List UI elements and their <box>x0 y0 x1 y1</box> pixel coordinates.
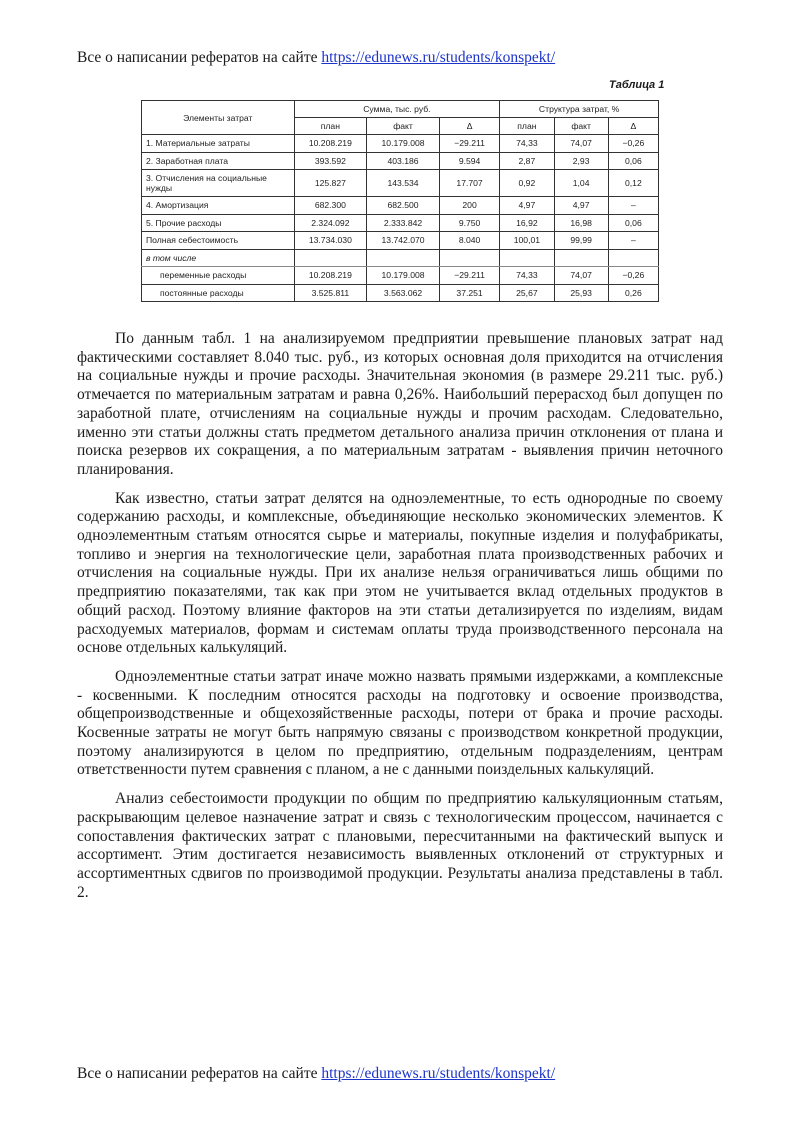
cell-struct-delta: – <box>608 197 658 215</box>
cell-struct-delta: 0,06 <box>608 152 658 170</box>
row-label: 3. Отчисления на социальные нужды <box>142 170 295 197</box>
cell-struct-fact: 1,04 <box>554 170 608 197</box>
cell-sum-plan: 10.208.219 <box>294 267 367 285</box>
header-link[interactable]: https://edunews.ru/students/konspekt/ <box>321 49 556 66</box>
cell-struct-delta: – <box>608 232 658 250</box>
row-label: 2. Заработная плата <box>142 152 295 170</box>
cell-sum-plan <box>294 249 367 267</box>
row-label: 4. Амортизация <box>142 197 295 215</box>
row-label: 5. Прочие расходы <box>142 214 295 232</box>
table-row <box>142 267 659 285</box>
cell-struct-fact: 16,98 <box>554 214 608 232</box>
footer-link[interactable]: https://edunews.ru/students/konspekt/ <box>321 1065 556 1082</box>
table-caption: Таблица 1 <box>609 79 665 91</box>
header-text: Все о написании рефератов на сайте <box>77 49 322 66</box>
cell-struct-plan <box>500 249 554 267</box>
cell-sum-plan: 10.208.219 <box>294 135 367 153</box>
cell-sum-fact: 10.179.008 <box>367 267 440 285</box>
col-header-elements: Элементы затрат <box>142 101 295 135</box>
footer-text: Все о написании рефератов на сайте <box>77 1065 322 1082</box>
cell-struct-plan: 100,01 <box>500 232 554 250</box>
table-row <box>142 152 659 170</box>
cell-sum-fact <box>367 249 440 267</box>
cell-struct-fact: 4,97 <box>554 197 608 215</box>
cell-struct-plan: 74,33 <box>500 267 554 285</box>
paragraph: По данным табл. 1 на анализируемом предприятии превышение плановых затрат над фактическими составляет 8.040 тыс. руб., из которых основная доля приходится на отчисления на социальные нужды и прочие расходы. Значительная экономия (в размере 29.211 тыс. руб.) отмечается по материальным затратам и равна 0,26%. Наибольший перерасход был допущен по заработной плате, отчислениям на социальные нужды и прочим расходам. Следовательно, именно эти статьи должны стать предметом детального анализа причин отклонения от плана и поиска резервов их сокращения, а по материальным затратам - выявления причин неточного планирования. <box>77 330 723 478</box>
cell-struct-delta: −0,26 <box>608 267 658 285</box>
cell-sum-fact: 403.186 <box>367 152 440 170</box>
page-header <box>77 49 555 67</box>
cell-struct-plan: 0,92 <box>500 170 554 197</box>
cell-sum-delta: 37.251 <box>439 284 499 302</box>
row-label: в том числе <box>142 249 295 267</box>
col-header-struct-delta: Δ <box>608 118 658 135</box>
cell-sum-fact: 13.742.070 <box>367 232 440 250</box>
cell-struct-fact: 99,99 <box>554 232 608 250</box>
table-row <box>142 135 659 153</box>
table-row <box>142 170 659 197</box>
cell-struct-fact: 74,07 <box>554 135 608 153</box>
paragraph: Одноэлементные статьи затрат иначе можно назвать прямыми издержками, а комплексные - косвенными. К последним относятся расходы на подготовку и освоение производства, общепроизводственные и общехозяйственные расходы, потери от брака и прочие расходы. Косвенные затраты не могут быть напрямую связаны с производством конкретной продукции, поэтому анализируются в целом по предприятию, отдельным подразделениям, центрам ответственности путем сравнения с планом, а не с данными поиздельных калькуляций. <box>77 667 723 779</box>
col-header-sum-delta: Δ <box>439 118 499 135</box>
col-header-struct-fact: факт <box>554 118 608 135</box>
col-group-structure: Структура затрат, % <box>500 101 659 118</box>
row-label: 1. Материальные затраты <box>142 135 295 153</box>
table-row <box>142 284 659 302</box>
cell-struct-delta: −0,26 <box>608 135 658 153</box>
col-header-sum-fact: факт <box>367 118 440 135</box>
cell-sum-plan: 13.734.030 <box>294 232 367 250</box>
row-label: постоянные расходы <box>142 284 295 302</box>
page-footer <box>77 1065 555 1083</box>
cell-sum-delta: −29.211 <box>439 267 499 285</box>
cell-struct-plan: 4,97 <box>500 197 554 215</box>
row-label: Полная себестоимость <box>142 232 295 250</box>
body-text <box>77 330 723 912</box>
paragraph: Анализ себестоимости продукции по общим по предприятию калькуляционным статьям, раскрывающим целевое назначение затрат и связь с технологическим процессом, начинается с сопоставления фактических затрат с плановыми, пересчитанными на фактический выпуск и ассортимент. Этим достигается независимость выявленных отклонений от структурных и ассортиментных сдвигов по производимой продукции. Результаты анализа представлены в табл. 2. <box>77 790 723 901</box>
table-row <box>142 232 659 250</box>
cell-sum-delta: 9.594 <box>439 152 499 170</box>
col-header-sum-plan: план <box>294 118 367 135</box>
cell-sum-fact: 143.534 <box>367 170 440 197</box>
table-row <box>142 214 659 232</box>
cell-sum-fact: 10.179.008 <box>367 135 440 153</box>
cell-struct-fact <box>554 249 608 267</box>
col-header-struct-plan: план <box>500 118 554 135</box>
cell-sum-delta: −29.211 <box>439 135 499 153</box>
cell-struct-fact: 74,07 <box>554 267 608 285</box>
cell-sum-plan: 2.324.092 <box>294 214 367 232</box>
cell-sum-plan: 125.827 <box>294 170 367 197</box>
cell-sum-delta: 9.750 <box>439 214 499 232</box>
cell-struct-delta: 0,06 <box>608 214 658 232</box>
cell-sum-delta: 17.707 <box>439 170 499 197</box>
table-row <box>142 249 659 267</box>
cell-struct-plan: 16,92 <box>500 214 554 232</box>
cost-table <box>141 100 659 302</box>
cell-struct-delta <box>608 249 658 267</box>
cell-struct-plan: 2,87 <box>500 152 554 170</box>
cell-struct-delta: 0,12 <box>608 170 658 197</box>
table-row <box>142 197 659 215</box>
cell-sum-fact: 3.563.062 <box>367 284 440 302</box>
cell-struct-plan: 74,33 <box>500 135 554 153</box>
paragraph: Как известно, статьи затрат делятся на одноэлементные, то есть однородные по своему содержанию расходы, и комплексные, объединяющие несколько экономических элементов. К одноэлементным статьям относятся сырье и материалы, покупные изделия и полуфабрикаты, топливо и энергия на технологические цели, заработная плата производственных рабочих и отчисления на социальные нужды. При их анализе нельзя ограничиваться лишь общими по предприятию показателями, так как при этом не учитывается вклад отдельных продуктов в общий расход. Поэтому влияние факторов на эти статьи детализируется по изделиям, видам расходуемых материалов, формам и системам оплаты труда производственного персонала на основе отдельных калькуляций. <box>77 489 723 657</box>
cell-sum-plan: 393.592 <box>294 152 367 170</box>
cell-sum-fact: 682.500 <box>367 197 440 215</box>
cell-sum-fact: 2.333.842 <box>367 214 440 232</box>
cell-sum-plan: 3.525.811 <box>294 284 367 302</box>
row-label: переменные расходы <box>142 267 295 285</box>
col-group-sum: Сумма, тыс. руб. <box>294 101 500 118</box>
cell-struct-delta: 0,26 <box>608 284 658 302</box>
cell-struct-fact: 25,93 <box>554 284 608 302</box>
cell-sum-delta: 8.040 <box>439 232 499 250</box>
cell-sum-delta: 200 <box>439 197 499 215</box>
cell-sum-plan: 682.300 <box>294 197 367 215</box>
cell-sum-delta <box>439 249 499 267</box>
cell-struct-fact: 2,93 <box>554 152 608 170</box>
cell-struct-plan: 25,67 <box>500 284 554 302</box>
